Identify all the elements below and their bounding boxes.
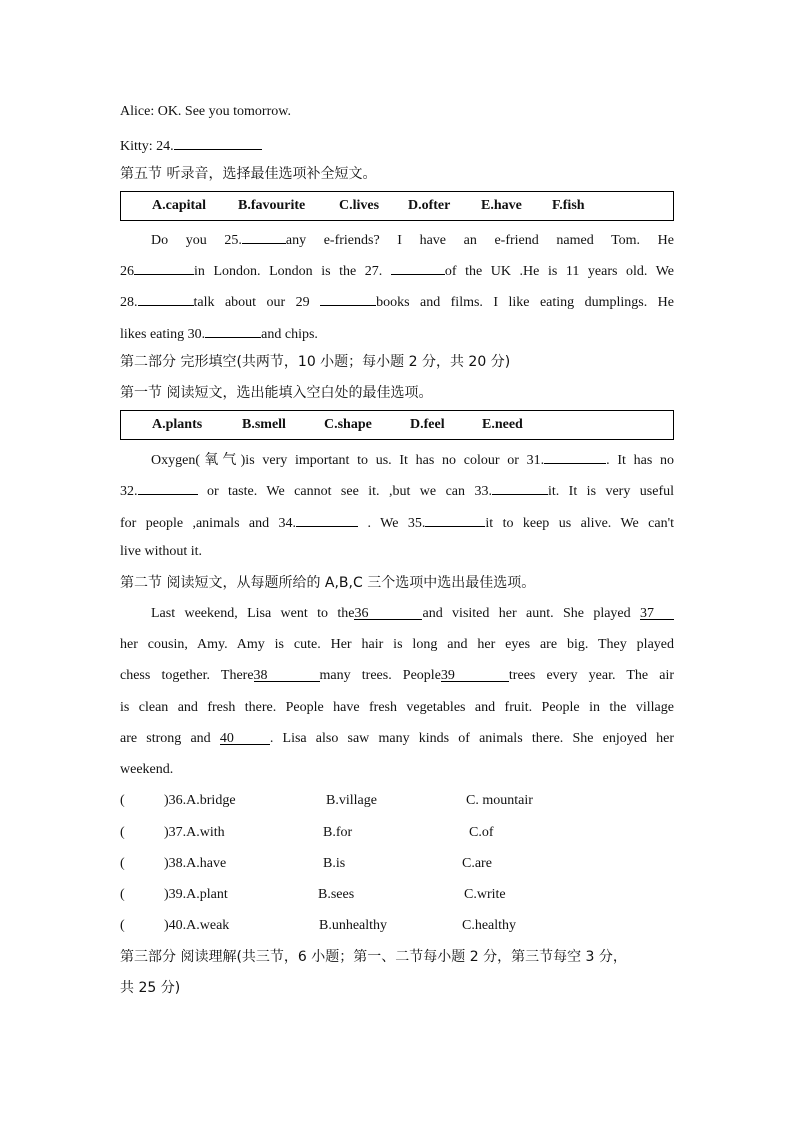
blank-38[interactable]: 38 bbox=[254, 666, 320, 682]
s5-line-1: Do you 25. any e-friends? I have an e-friend named Tom. He bbox=[151, 228, 674, 251]
option-b: B.for bbox=[323, 825, 353, 840]
blank-26[interactable] bbox=[134, 259, 194, 275]
option-smell: B.smell bbox=[242, 417, 286, 432]
p2-line-1: Oxygen(氧气)is very important to us. It has no colour or 31. . It has no bbox=[151, 448, 674, 471]
blank-27[interactable] bbox=[391, 259, 445, 275]
option-b: B.sees bbox=[318, 887, 355, 902]
blank-39[interactable]: 39 bbox=[441, 666, 509, 682]
question-stem: )38.A.have bbox=[164, 856, 227, 871]
option-plants: A.plants bbox=[152, 417, 203, 432]
blank-34[interactable] bbox=[296, 511, 358, 527]
blank-28[interactable] bbox=[138, 290, 194, 306]
dialogue-kitty bbox=[120, 134, 674, 157]
option-b: B.is bbox=[323, 856, 346, 871]
option-ofter: D.ofter bbox=[408, 198, 451, 213]
reading-line-3: chess together. There38 many trees. People39 trees every year. The air bbox=[120, 668, 674, 683]
kitty-prefix: Kitty: 24. bbox=[120, 139, 174, 154]
option-b: B.unhealthy bbox=[319, 918, 388, 933]
answer-paren[interactable]: ( bbox=[120, 856, 125, 871]
question-stem: )40.A.weak bbox=[164, 918, 230, 933]
option-fish: F.fish bbox=[552, 198, 585, 213]
blank-37[interactable]: 37 bbox=[640, 604, 674, 620]
option-c: C.write bbox=[464, 887, 506, 902]
p2-line-2: 32. or taste. We cannot see it. ,but we can 33. it. It is very useful bbox=[120, 479, 674, 502]
answer-paren[interactable]: ( bbox=[120, 825, 125, 840]
answer-paren[interactable]: ( bbox=[120, 887, 125, 902]
option-need: E.need bbox=[482, 417, 523, 432]
option-b: B.village bbox=[326, 793, 377, 808]
s5-line-2: 26 in London. London is the 27. of the UK .He is 11 years old. We bbox=[120, 259, 674, 282]
part2-sec1-title: 第一节 阅读短文，选出能填入空白处的最佳选项。 bbox=[120, 385, 433, 401]
blank-29[interactable] bbox=[320, 290, 376, 306]
blank-31[interactable] bbox=[544, 448, 606, 464]
blank-24[interactable] bbox=[174, 134, 262, 150]
blank-35[interactable] bbox=[425, 511, 485, 527]
blank-30[interactable] bbox=[205, 322, 261, 338]
reading-line-1: Last weekend, Lisa went to the36 and visited her aunt. She played 37 bbox=[151, 604, 674, 624]
option-capital: A.capital bbox=[152, 198, 207, 213]
blank-40[interactable]: 40 bbox=[220, 729, 270, 745]
question-stem: )36.A.bridge bbox=[164, 793, 236, 808]
reading-line-2: her cousin, Amy. Amy is cute. Her hair is long and her eyes are big. They played bbox=[120, 637, 674, 652]
section5-title: 第五节 听录音，选择最佳选项补全短文。 bbox=[120, 166, 377, 182]
part2-sec2-title: 第二节 阅读短文，从每题所给的 A,B,C 三个选项中选出最佳选项。 bbox=[120, 575, 536, 591]
option-have: E.have bbox=[481, 198, 522, 213]
blank-33[interactable] bbox=[492, 479, 548, 495]
reading-line-5: are strong and 40 . Lisa also saw many kinds of animals there. She enjoyed her bbox=[120, 731, 675, 746]
question-stem: )37.A.with bbox=[164, 825, 225, 840]
answer-paren[interactable]: ( bbox=[120, 918, 125, 933]
p2-line-3: for people ,animals and 34. . We 35. it to keep us alive. We can't bbox=[120, 511, 674, 534]
part2-option-box bbox=[120, 410, 674, 440]
part3-title-line-1: 第三部分 阅读理解(共三节，6 小题；第一、二节每小题 2 分，第三节每空 3 分， bbox=[120, 949, 627, 965]
option-shape: C.shape bbox=[324, 417, 372, 432]
option-c: C.are bbox=[462, 856, 492, 871]
p2-line-4: live without it. bbox=[120, 544, 203, 559]
part2-title: 第二部分 完形填空(共两节，10 小题；每小题 2 分，共 20 分) bbox=[120, 354, 511, 370]
option-favourite: B.favourite bbox=[238, 198, 306, 213]
reading-line-4: is clean and fresh there. People have fresh vegetables and fruit. People in the village bbox=[120, 700, 674, 715]
question-stem: )39.A.plant bbox=[164, 887, 228, 902]
option-c: C.of bbox=[469, 825, 494, 840]
option-c: C. mountair bbox=[466, 793, 533, 808]
option-feel: D.feel bbox=[410, 417, 445, 432]
section5-option-box bbox=[120, 191, 674, 221]
option-c: C.healthy bbox=[462, 918, 517, 933]
s5-line-4: likes eating 30. and chips. bbox=[120, 322, 674, 345]
blank-25[interactable] bbox=[242, 228, 286, 244]
s5-line-3: 28. talk about our 29 books and films. I like eating dumplings. He bbox=[120, 290, 674, 313]
reading-line-6: weekend. bbox=[120, 762, 174, 777]
part3-title-line-2: 共 25 分) bbox=[120, 980, 181, 996]
answer-paren[interactable]: ( bbox=[120, 793, 125, 808]
option-lives: C.lives bbox=[339, 198, 380, 213]
blank-36[interactable]: 36 bbox=[354, 604, 422, 620]
dialogue-alice: Alice: OK. See you tomorrow. bbox=[120, 104, 291, 119]
blank-32[interactable] bbox=[138, 479, 198, 495]
